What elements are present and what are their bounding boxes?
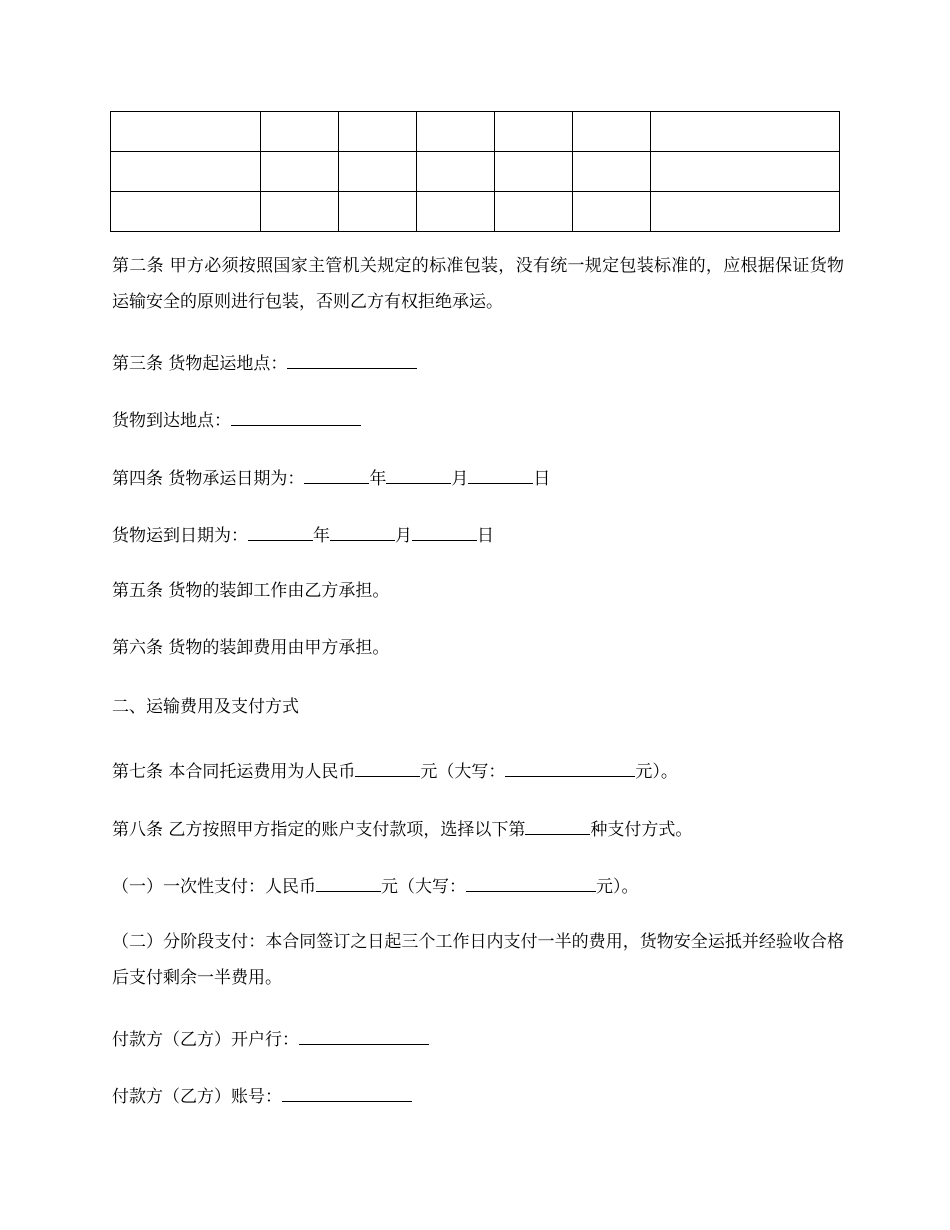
arrival-month-blank[interactable] [330,523,395,541]
table-row [111,112,840,152]
clause-7 [112,759,678,782]
ship-year-blank[interactable] [304,466,369,484]
payment-option-1 [112,874,639,897]
table-cell[interactable] [417,192,495,232]
origin-label: 第三条 货物起运地点： [112,354,288,374]
table-cell[interactable] [339,152,417,192]
table-cell[interactable] [111,112,261,152]
table-cell[interactable] [339,112,417,152]
table-row [111,152,840,192]
destination-label: 货物到达地点： [112,411,231,431]
payment-choice-suffix: 种支付方式。 [590,820,693,840]
day-label: 日 [533,469,551,489]
lump-sum-close: 元）。 [596,877,639,897]
ship-date-label: 第四条 货物承运日期为： [112,469,305,489]
table-cell[interactable] [339,192,417,232]
table-cell[interactable] [111,192,261,232]
origin-blank[interactable] [287,351,417,369]
arrival-day-blank[interactable] [412,523,477,541]
destination-line [112,408,361,431]
table-cell[interactable] [651,112,840,152]
table-cell[interactable] [495,152,573,192]
day-label: 日 [477,526,494,546]
table-cell[interactable] [261,192,339,232]
destination-blank[interactable] [231,408,361,426]
payer-account-line [112,1084,412,1107]
clause-8 [112,817,692,840]
ship-day-blank[interactable] [468,466,533,484]
lump-sum-capital-label: 元（大写： [381,877,466,897]
table-cell[interactable] [417,112,495,152]
arrival-date-label: 货物运到日期为： [112,526,248,546]
lump-sum-label: （一）一次性支付：人民币 [112,877,316,897]
payment-option-2: （二）分阶段支付：本合同签订之日起三个工作日内支付一半的费用，货物安全运抵并经验收合格后支付剩余一半费用。 [112,932,844,988]
year-label: 年 [313,526,330,546]
table-cell[interactable] [111,152,261,192]
table-cell[interactable] [573,152,651,192]
lump-sum-amount-blank[interactable] [316,874,381,892]
payer-bank-label: 付款方（乙方）开户行： [112,1030,299,1050]
lump-sum-capital-blank[interactable] [466,874,596,892]
table-cell[interactable] [651,192,840,232]
clause-2: 第二条 甲方必须按照国家主管机关规定的标准包装，没有统一规定包装标准的，应根据保证货物运输安全的原则进行包装，否则乙方有权拒绝承运。 [112,256,844,312]
clause-6: 第六条 货物的装卸费用由甲方承担。 [112,638,390,658]
table-row [111,192,840,232]
section-heading: 二、运输费用及支付方式 [112,697,299,717]
table-cell[interactable] [651,152,840,192]
fee-label: 第七条 本合同托运费用为人民币 [112,762,356,782]
fee-capital-blank[interactable] [505,759,635,777]
payment-choice-blank[interactable] [525,817,590,835]
fee-capital-label: 元（大写： [420,762,506,782]
arrival-date-line [112,523,494,546]
fee-close: 元）。 [635,762,678,782]
table-cell[interactable] [417,152,495,192]
fee-amount-blank[interactable] [355,759,420,777]
clause-3 [112,351,417,374]
table-cell[interactable] [261,112,339,152]
clause-5: 第五条 货物的装卸工作由乙方承担。 [112,581,390,601]
table-cell[interactable] [495,112,573,152]
month-label: 月 [395,526,412,546]
payer-bank-blank[interactable] [299,1027,429,1045]
goods-table [110,111,840,232]
table-cell[interactable] [573,192,651,232]
table-cell[interactable] [495,192,573,232]
table-cell[interactable] [573,112,651,152]
payer-bank-line [112,1027,429,1050]
arrival-year-blank[interactable] [248,523,313,541]
clause-4 [112,466,550,489]
payer-account-blank[interactable] [282,1084,412,1102]
table-cell[interactable] [261,152,339,192]
payer-account-label: 付款方（乙方）账号： [112,1087,282,1107]
month-label: 月 [451,469,469,489]
payment-choice-label: 第八条 乙方按照甲方指定的账户支付款项，选择以下第 [112,820,526,840]
ship-month-blank[interactable] [386,466,451,484]
year-label: 年 [369,469,387,489]
